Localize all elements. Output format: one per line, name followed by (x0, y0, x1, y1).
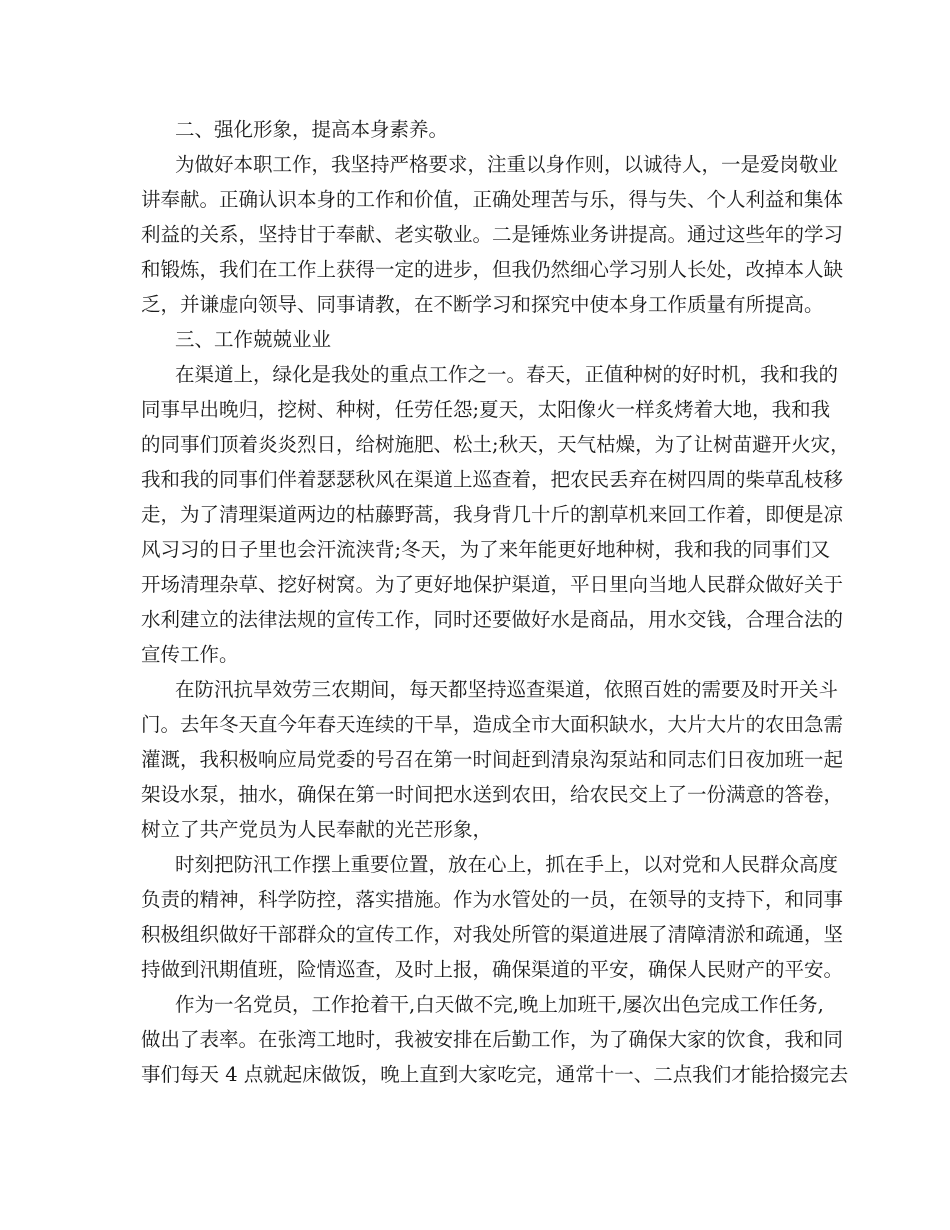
paragraph-line: 讲奉献。正确认识本身的工作和价值，正确处理苦与乐，得与失、个人利益和集体 (141, 188, 844, 211)
paragraph-line: 事们每天 4 点就起床做饭，晚上直到大家吃完，通常十一、二点我们才能拾掇完去 (141, 1063, 849, 1086)
paragraph-line: 在渠道上，绿化是我处的重点工作之一。春天，正值种树的好时机，我和我的 (175, 363, 839, 386)
paragraph-line: 作为一名党员，工作抢着干,白天做不完,晚上加班干,屡次出色完成工作任务, (175, 993, 824, 1016)
paragraph-line: 乏，并谦虚向领导、同事请教，在不断学习和探究中使本身工作质量有所提高。 (141, 293, 824, 316)
paragraph-line: 同事早出晚归，挖树、种树，任劳任怨;夏天，太阳像火一样炙烤着大地，我和我 (141, 398, 831, 421)
paragraph-line: 时刻把防汛工作摆上重要位置，放在心上，抓在手上，以对党和人民群众高度 (175, 853, 839, 876)
paragraph-line: 利益的关系，坚持甘于奉献、老实敬业。二是锤炼业务讲提高。通过这些年的学习 (141, 223, 844, 246)
paragraph-line: 积极组织做好干部群众的宣传工作，对我处所管的渠道进展了清障清淤和疏通，坚 (141, 923, 844, 946)
paragraph-line: 门。去年冬天直今年春天连续的干旱，造成全市大面积缺水，大片大片的农田急需 (141, 713, 844, 736)
paragraph-line: 水利建立的法律法规的宣传工作，同时还要做好水是商品，用水交钱，合理合法的 (141, 608, 844, 631)
paragraph-line: 负责的精神，科学防控，落实措施。作为水管处的一员，在领导的支持下，和同事 (141, 888, 844, 911)
paragraph-line: 在防汛抗旱效劳三农期间，每天都坚持巡查渠道，依照百姓的需要及时开关斗 (175, 678, 839, 701)
paragraph-line: 和锻炼，我们在工作上获得一定的进步，但我仍然细心学习别人长处，改掉本人缺 (141, 258, 844, 281)
paragraph-line: 为做好本职工作，我坚持严格要求，注重以身作则，以诚待人，一是爱岗敬业 (175, 153, 839, 176)
section-heading: 三、工作兢兢业业 (175, 328, 332, 351)
paragraph-line: 灌溉，我积极响应局党委的号召在第一时间赶到清泉沟泵站和同志们日夜加班一起 (141, 748, 844, 771)
paragraph-line: 走，为了清理渠道两边的枯藤野蒿，我身背几十斤的割草机来回工作着，即便是凉 (141, 503, 844, 526)
paragraph-line: 宣传工作。 (141, 643, 239, 666)
paragraph-line: 做出了表率。在张湾工地时，我被安排在后勤工作，为了确保大家的饮食，我和同 (141, 1028, 844, 1051)
paragraph-line: 架设水泵，抽水，确保在第一时间把水送到农田，给农民交上了一份满意的答卷， (141, 783, 844, 806)
paragraph-line: 开场清理杂草、挖好树窝。为了更好地保护渠道，平日里向当地人民群众做好关于 (141, 573, 844, 596)
paragraph-line: 的同事们顶着炎炎烈日，给树施肥、松土;秋天，天气枯燥，为了让树苗避开火灾， (141, 433, 850, 456)
paragraph-line: 持做到汛期值班，险情巡查，及时上报，确保渠道的平安，确保人民财产的平安。 (141, 958, 844, 981)
paragraph-line: 树立了共产党员为人民奉献的光芒形象， (141, 818, 493, 841)
paragraph-line: 风习习的日子里也会汗流浃背;冬天，为了来年能更好地种树，我和我的同事们又 (141, 538, 831, 561)
document-body (141, 112, 850, 1092)
paragraph-line: 我和我的同事们伴着瑟瑟秋风在渠道上巡查着，把农民丢弃在树四周的柴草乱枝移 (141, 468, 844, 491)
section-heading: 二、强化形象，提高本身素养。 (175, 118, 449, 141)
